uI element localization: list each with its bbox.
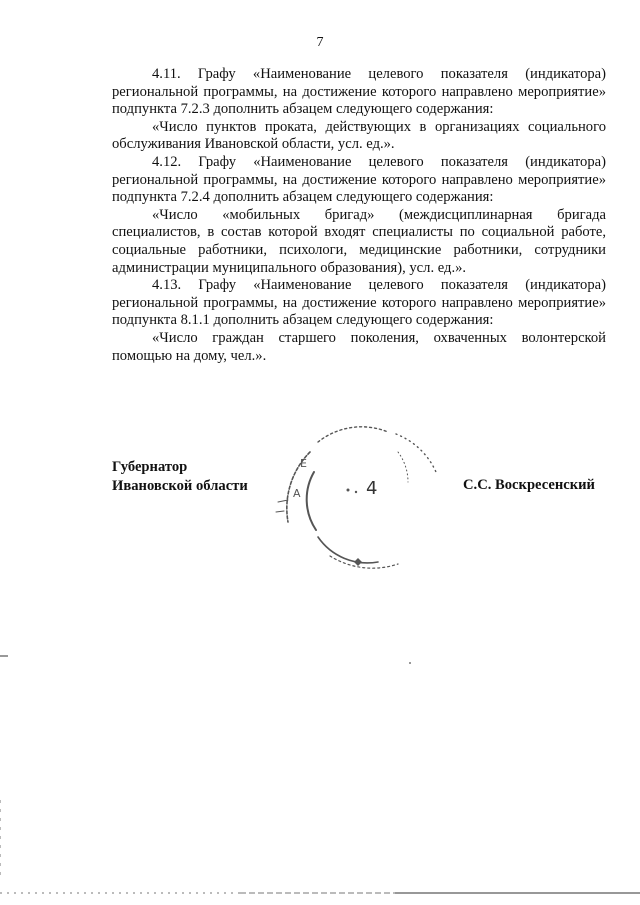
paragraph-4-12: 4.12. Графу «Наименование целевого показателя (индикатора) региональной программы, на достижение которого направлено мероприятие» подпункта 7.2.4 дополнить абзацем следующего содержания: [112, 153, 606, 206]
signatory-title-line2: Ивановской области [112, 478, 248, 494]
signatory-name: С.С. Воскресенский [463, 477, 595, 493]
paragraph-4-13-content: «Число граждан старшего поколения, охваченных волонтерской помощью на дому, чел.». [112, 329, 606, 364]
paragraph-4-12-content: «Число «мобильных бригад» (междисциплинарная бригада специалистов, в состав которой входят специалисты по социальной работе, социальные работники, психологи, медицинские работники, сотрудники администрации муниципального образования), усл. ед.». [112, 206, 606, 276]
seal-fragment-4: 4 [366, 478, 378, 499]
paragraph-4-11-content: «Число пунктов проката, действующих в организациях социального обслуживания Ивановской области, усл. ед.». [112, 118, 606, 153]
paragraph-4-13: 4.13. Графу «Наименование целевого показателя (индикатора) региональной программы, на достижение которого направлено мероприятие» подпункта 8.1.1 дополнить абзацем следующего содержания: [112, 277, 606, 329]
seal-fragment-e: Е [300, 457, 307, 470]
seal-fragment-a: А [293, 487, 301, 500]
signatory-title-line1: Губернатор [112, 459, 188, 475]
paragraph-4-11: 4.11. Графу «Наименование целевого показателя (индикатора) региональной программы, на достижение которого направлено мероприятие» подпункта 7.2.3 дополнить абзацем следующего содержания: [112, 66, 606, 118]
page-number: 7 [316, 35, 324, 50]
